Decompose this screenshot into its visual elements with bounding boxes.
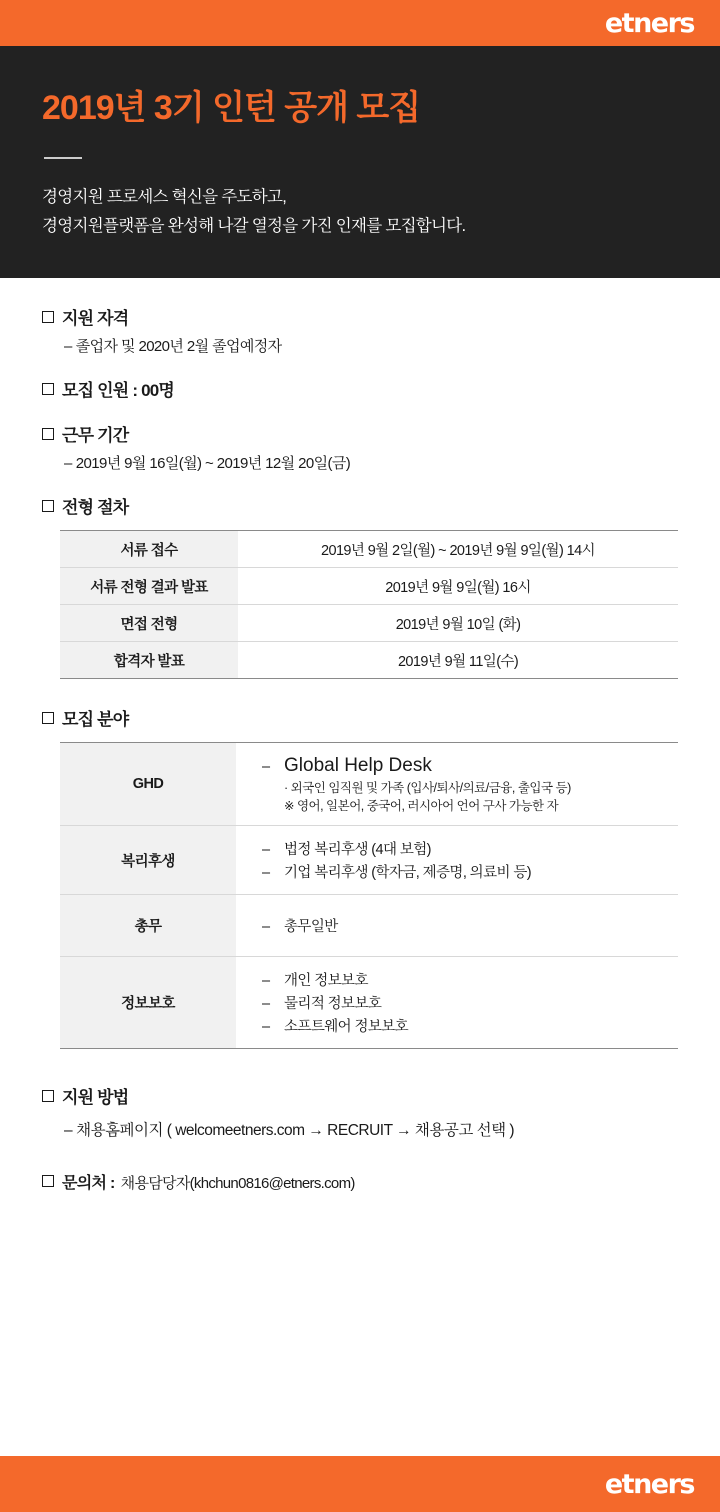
field-row-label: 총무 bbox=[60, 895, 236, 957]
hero-banner bbox=[0, 46, 720, 278]
field-row-label: 복리후생 bbox=[60, 826, 236, 895]
field-note-text: · 외국인 임직원 및 가족 (입사/퇴사/의료/금융, 출입국 등) bbox=[284, 781, 571, 795]
field-main-text: Global Help Desk bbox=[284, 755, 432, 776]
square-bullet-icon bbox=[42, 383, 54, 395]
field-row-value bbox=[236, 743, 678, 826]
etners-logo-bottom: etners bbox=[604, 1468, 694, 1500]
dash-icon: – bbox=[64, 1122, 73, 1140]
field-row-value bbox=[236, 895, 678, 957]
contact-heading: 문의처 : bbox=[62, 1175, 115, 1193]
dash-icon: – bbox=[262, 973, 270, 990]
contact-line bbox=[42, 1170, 678, 1193]
field-line-text: 소프트웨어 정보보호 bbox=[284, 1019, 409, 1036]
title-divider bbox=[44, 157, 82, 159]
field-line-text: 개인 정보보호 bbox=[284, 973, 368, 990]
period-item bbox=[64, 452, 678, 473]
table-row bbox=[60, 642, 678, 679]
section-heading-headcount-label: 모집 인원 : 00명 bbox=[62, 381, 175, 400]
dash-icon: – bbox=[262, 842, 270, 859]
table-row bbox=[60, 568, 678, 605]
dash-icon: – bbox=[64, 338, 72, 355]
period-item-text: 2019년 9월 16일(월) ~ 2019년 12월 20일(금) bbox=[75, 455, 351, 472]
table-row bbox=[60, 743, 678, 826]
square-bullet-icon bbox=[42, 1175, 54, 1187]
table-row bbox=[60, 531, 678, 568]
square-bullet-icon bbox=[42, 500, 54, 512]
section-heading-process-label: 전형 절차 bbox=[62, 498, 129, 517]
process-row-label: 합격자 발표 bbox=[60, 642, 238, 679]
section-heading-period-label: 근무 기간 bbox=[62, 426, 129, 445]
section-heading-apply bbox=[42, 1083, 678, 1108]
square-bullet-icon bbox=[42, 428, 54, 440]
process-schedule-table bbox=[60, 530, 678, 679]
process-row-value: 2019년 9월 9일(월) 16시 bbox=[238, 568, 678, 605]
section-heading-fields-label: 모집 분야 bbox=[62, 710, 129, 729]
etners-logo-top: etners bbox=[604, 7, 694, 39]
hero-subtitle bbox=[42, 183, 678, 241]
dash-icon: – bbox=[262, 759, 270, 775]
table-row bbox=[60, 895, 678, 957]
process-row-value: 2019년 9월 2일(월) ~ 2019년 9월 9일(월) 14시 bbox=[238, 531, 678, 568]
section-heading-fields bbox=[42, 705, 678, 730]
section-heading-period bbox=[42, 421, 678, 446]
page-title: 2019년 3기 인턴 공개 모집 bbox=[42, 89, 421, 127]
table-row bbox=[60, 957, 678, 1049]
dash-icon: – bbox=[262, 919, 270, 936]
field-line-text: 기업 복리후생 (학자금, 제증명, 의료비 등) bbox=[284, 865, 531, 882]
process-row-value: 2019년 9월 11일(수) bbox=[238, 642, 678, 679]
section-heading-headcount bbox=[42, 376, 678, 401]
bottom-brand-bar bbox=[0, 1456, 720, 1512]
section-heading-qualification-label: 지원 자격 bbox=[62, 309, 129, 328]
field-line-text: 법정 복리후생 (4대 보험) bbox=[284, 842, 431, 859]
qualification-item-text: 졸업자 및 2020년 2월 졸업예정자 bbox=[75, 338, 282, 355]
field-line-text: 총무일반 bbox=[284, 919, 338, 936]
process-row-label: 면접 전형 bbox=[60, 605, 238, 642]
dash-icon: – bbox=[262, 1019, 270, 1036]
field-line-text: 물리적 정보보호 bbox=[284, 996, 382, 1013]
field-note-text: ※ 영어, 일본어, 중국어, 러시아어 언어 구사 가능한 자 bbox=[284, 799, 559, 814]
dash-icon: – bbox=[64, 455, 72, 472]
table-row bbox=[60, 826, 678, 895]
recruit-fields-table bbox=[60, 742, 678, 1049]
contact-email-text: 채용담당자(khchun0816@etners.com) bbox=[120, 1175, 355, 1193]
field-row-value bbox=[236, 957, 678, 1049]
field-row-value bbox=[236, 826, 678, 895]
section-heading-apply-label: 지원 방법 bbox=[62, 1088, 129, 1108]
hero-subtitle-line-2: 경영지원플랫폼을 완성해 나갈 열정을 가진 인재를 모집합니다. bbox=[42, 216, 466, 235]
top-brand-bar bbox=[0, 0, 720, 46]
table-row bbox=[60, 605, 678, 642]
process-row-label: 서류 접수 bbox=[60, 531, 238, 568]
hero-subtitle-line-1: 경영지원 프로세스 혁신을 주도하고, bbox=[42, 188, 287, 206]
square-bullet-icon bbox=[42, 1090, 54, 1102]
field-row-label: 정보보호 bbox=[60, 957, 236, 1049]
section-heading-qualification bbox=[42, 304, 678, 329]
process-row-label: 서류 전형 결과 발표 bbox=[60, 568, 238, 605]
content-body bbox=[0, 278, 720, 1193]
process-row-value: 2019년 9월 10일 (화) bbox=[238, 605, 678, 642]
apply-method-line bbox=[64, 1118, 678, 1140]
qualification-item bbox=[64, 335, 678, 356]
square-bullet-icon bbox=[42, 712, 54, 724]
section-heading-process bbox=[42, 493, 678, 518]
dash-icon: – bbox=[262, 865, 270, 882]
dash-icon: – bbox=[262, 996, 270, 1013]
square-bullet-icon bbox=[42, 311, 54, 323]
field-row-label: GHD bbox=[60, 743, 236, 826]
apply-method-text: 채용홈페이지 ( welcomeetners.com → RECRUIT → 채용공고 선택 ) bbox=[76, 1122, 515, 1140]
